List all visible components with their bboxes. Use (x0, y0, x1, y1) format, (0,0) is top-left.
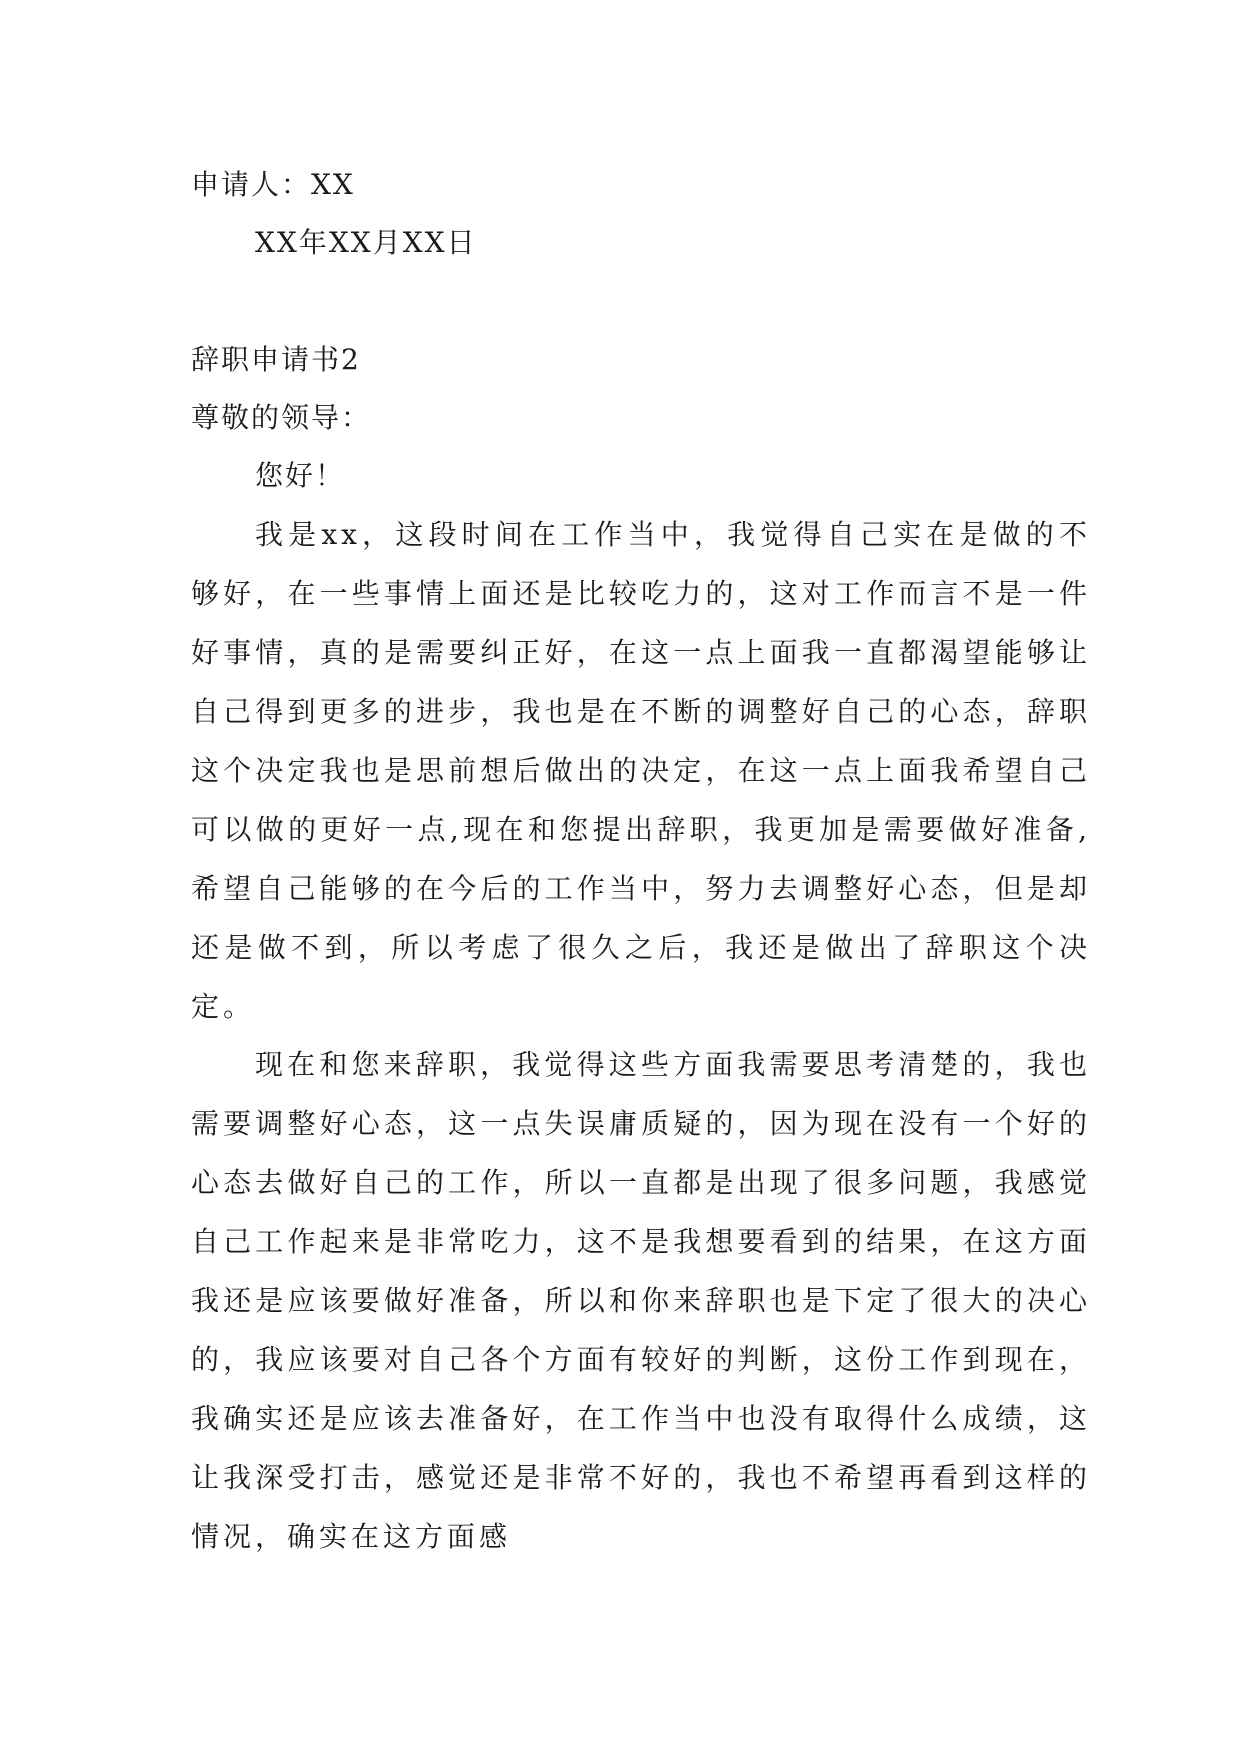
greeting: 您好！ (255, 459, 346, 492)
date-line: XX年XX月XX日 (255, 226, 477, 259)
letter-title: 辞职申请书2 (191, 343, 361, 376)
body-paragraph-2: 现在和您来辞职，我觉得这些方面我需要思考清楚的，我也需要调整好心态，这一点失误庸质疑的，因为现在没有一个好的心态去做好自己的工作，所以一直都是出现了很多问题，我感觉自己工作起来是非常吃力，这不是我想要看到的结果，在这方面我还是应该要做好准备，所以和你来辞职也是下定了很大的决心的，我应该要对自己各个方面有较好的判断，这份工作到现在，我确实还是应该去准备好，在工作当中也没有取得什么成绩，这让我深受打击，感觉还是非常不好的，我也不希望再看到这样的情况，确实在这方面感 (191, 1048, 1091, 1553)
salutation: 尊敬的领导： (191, 401, 372, 434)
applicant-line: 申请人：XX (191, 168, 355, 201)
body-paragraph-1: 我是xx，这段时间在工作当中，我觉得自己实在是做的不够好，在一些事情上面还是比较吃力的，这对工作而言不是一件好事情，真的是需要纠正好，在这一点上面我一直都渴望能够让自己得到更多的进步，我也是在不断的调整好自己的心态，辞职这个决定我也是思前想后做出的决定，在这一点上面我希望自己可以做的更好一点,现在和您提出辞职，我更加是需要做好准备,希望自己能够的在今后的工作当中，努力去调整好心态，但是却还是做不到，所以考虑了很久之后，我还是做出了辞职这个决定。 (191, 518, 1091, 1023)
